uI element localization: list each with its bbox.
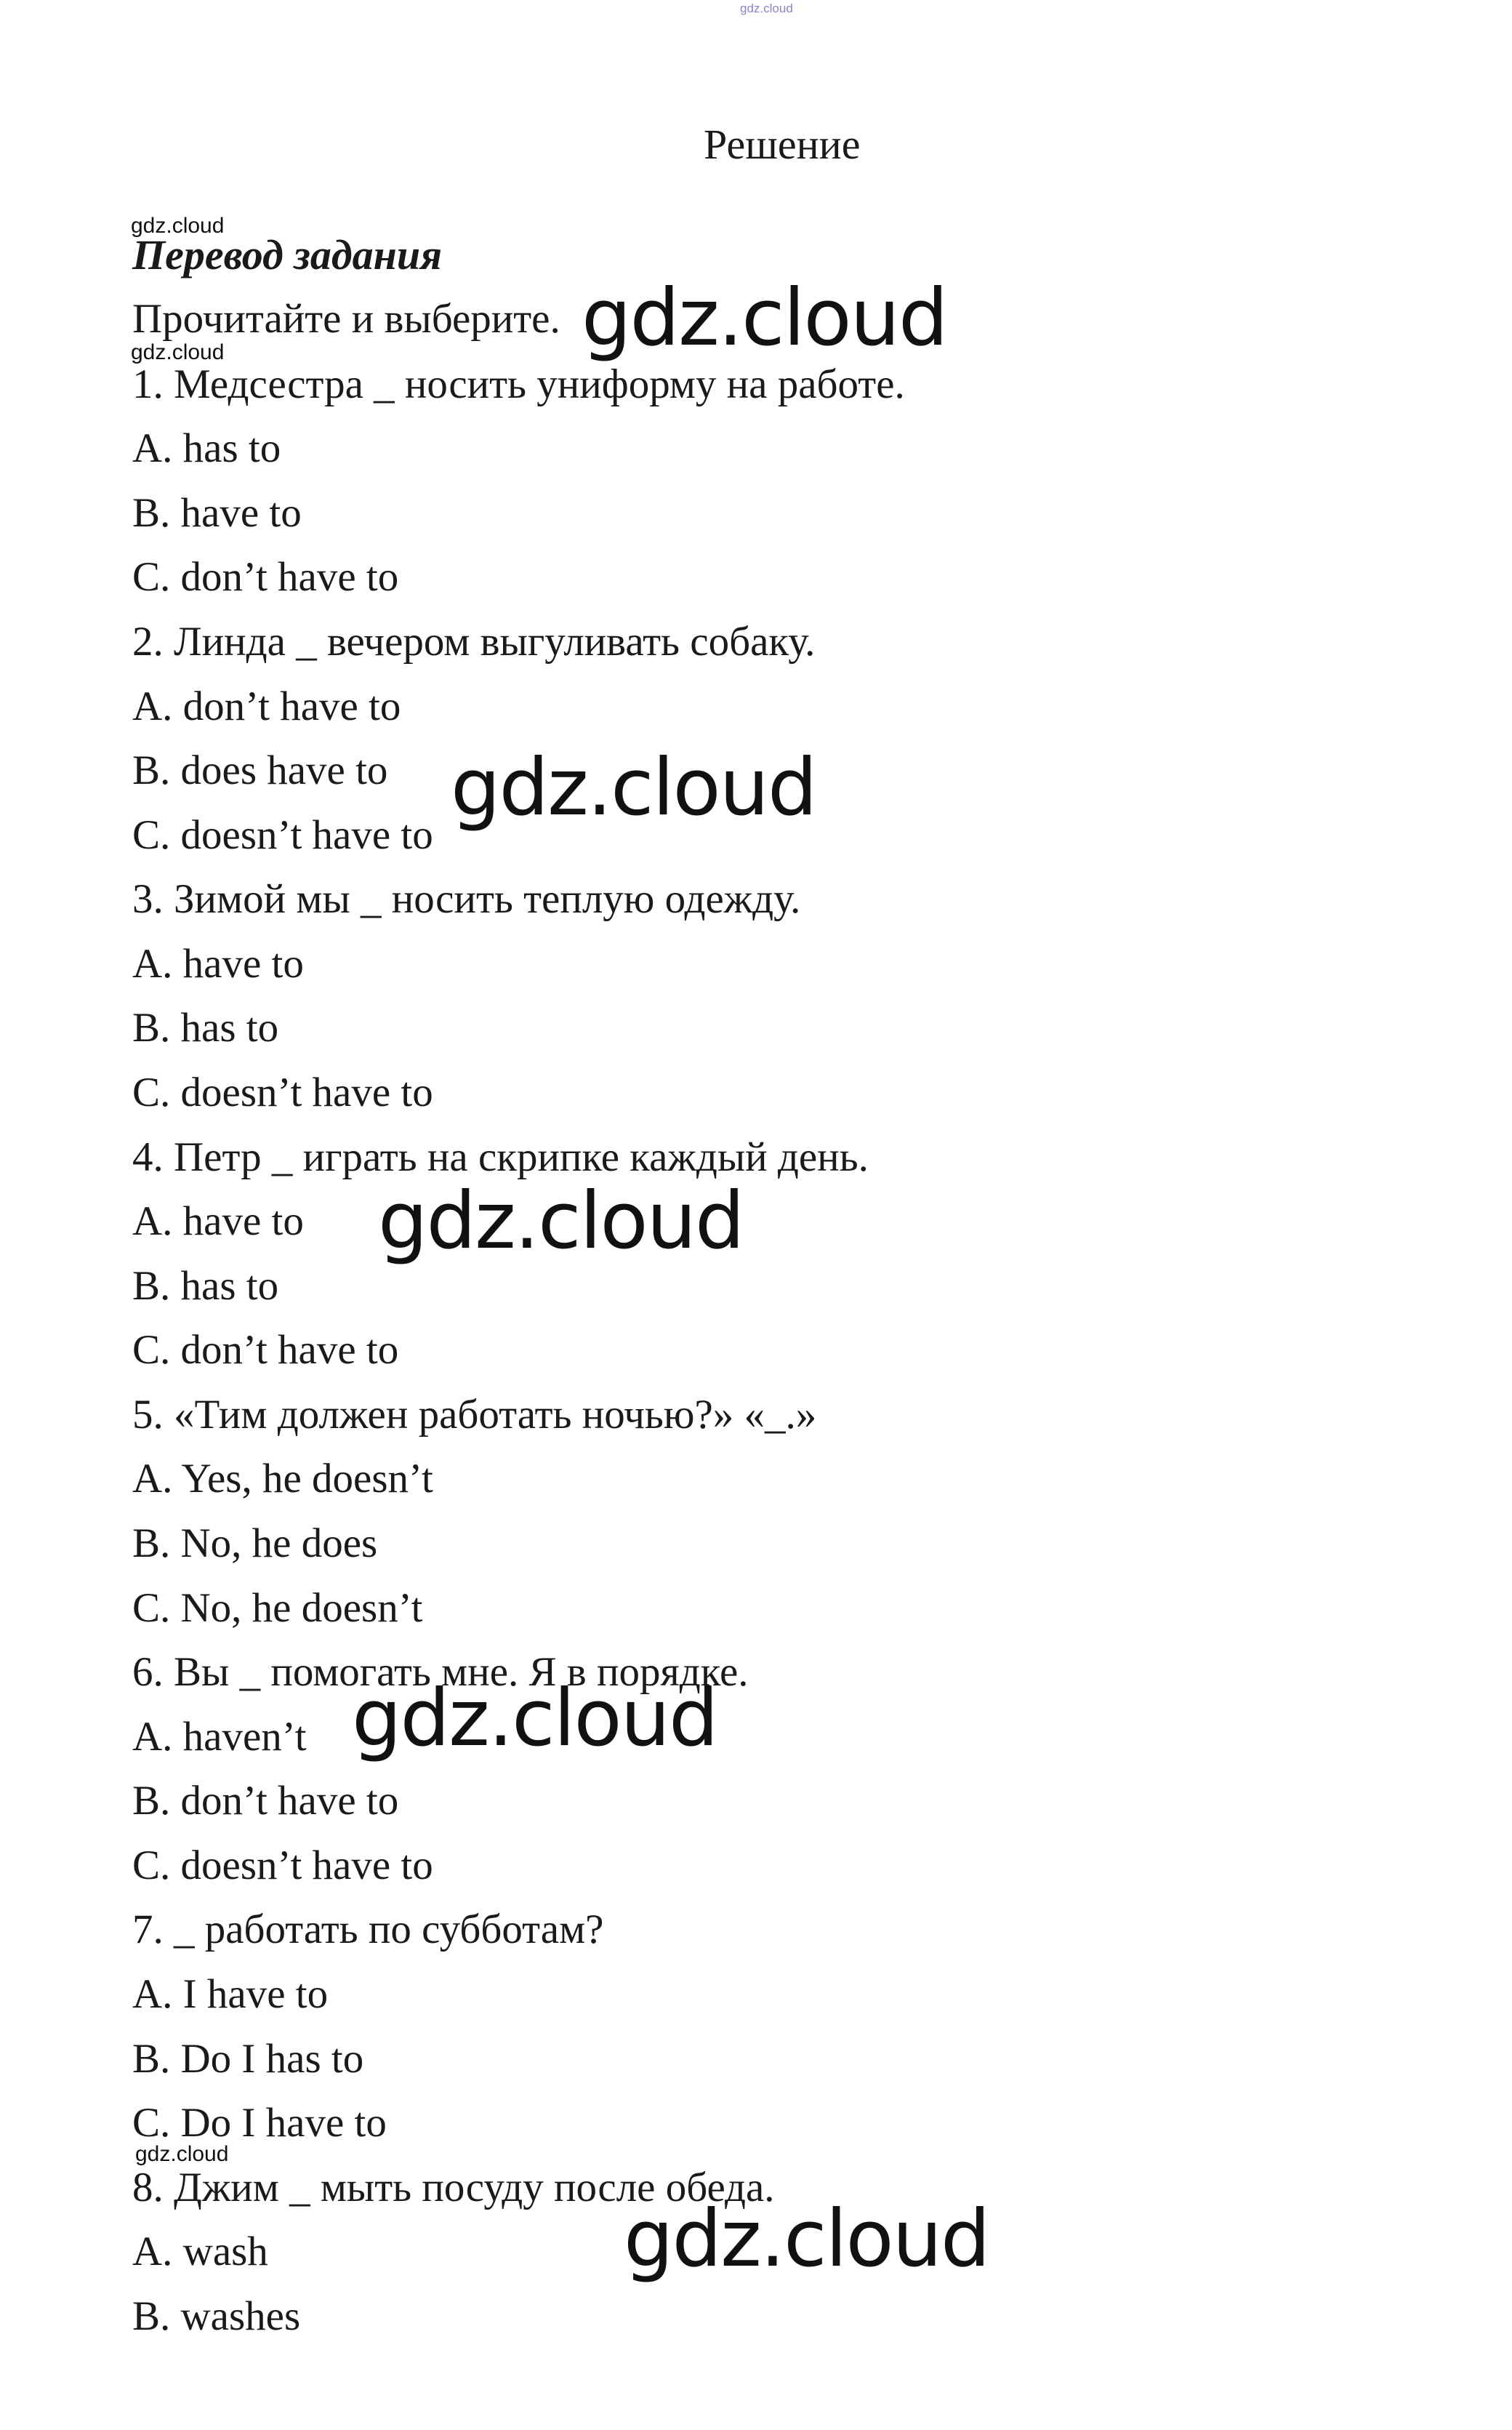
- answer-option: A. wash: [132, 2229, 268, 2274]
- answer-option: B. has to: [132, 1005, 279, 1051]
- watermark-large: gdz.cloud: [451, 742, 816, 833]
- answer-option: B. have to: [132, 490, 302, 536]
- watermark-small: gdz.cloud: [131, 214, 225, 238]
- question-line: 6. Вы _ помогать мне. Я в порядке.: [132, 1649, 749, 1695]
- answer-option: B. No, he does: [132, 1520, 378, 1566]
- answer-option: A. haven’t: [132, 1714, 307, 1760]
- question-line: 5. «Тим должен работать ночью?» «_.»: [132, 1392, 817, 1437]
- question-line: 3. Зимой мы _ носить теплую одежду.: [132, 876, 801, 922]
- answer-option: C. Do I have to: [132, 2100, 387, 2146]
- answer-option: C. No, he doesn’t: [132, 1585, 423, 1631]
- answer-option: A. have to: [132, 941, 304, 987]
- answer-option: C. doesn’t have to: [132, 1842, 433, 1888]
- watermark-small: gdz.cloud: [135, 2142, 229, 2166]
- answer-option: B. don’t have to: [132, 1778, 399, 1824]
- watermark-small: gdz.cloud: [131, 340, 225, 364]
- watermark-large: gdz.cloud: [624, 2194, 989, 2285]
- question-line: 1. Медсестра _ носить униформу на работе.: [132, 361, 905, 407]
- answer-option: A. I have to: [132, 1971, 329, 2017]
- watermark-large: gdz.cloud: [378, 1176, 744, 1267]
- question-line: 2. Линда _ вечером выгуливать собаку.: [132, 619, 816, 665]
- top-watermark: gdz.cloud: [740, 1, 793, 15]
- watermark-large: gdz.cloud: [582, 273, 947, 364]
- answer-option: A. don’t have to: [132, 683, 401, 729]
- watermark-large: gdz.cloud: [352, 1673, 717, 1764]
- question-line: 4. Петр _ играть на скрипке каждый день.: [132, 1134, 869, 1180]
- page-heading: Решение: [704, 121, 861, 168]
- answer-option: B. does have to: [132, 747, 388, 793]
- answer-option: B. washes: [132, 2293, 301, 2339]
- answer-option: B. Do I has to: [132, 2036, 364, 2082]
- answer-option: C. doesn’t have to: [132, 812, 433, 858]
- answer-option: C. don’t have to: [132, 1327, 399, 1373]
- answer-option: A. Yes, he doesn’t: [132, 1456, 433, 1501]
- question-line: 8. Джим _ мыть посуду после обеда.: [132, 2165, 775, 2210]
- section-title: Перевод задания: [132, 231, 442, 278]
- instruction-text: Прочитайте и выберите.: [132, 296, 560, 342]
- answer-option: B. has to: [132, 1263, 279, 1309]
- answer-option: C. doesn’t have to: [132, 1070, 433, 1115]
- answer-option: A. have to: [132, 1198, 304, 1244]
- answer-option: C. don’t have to: [132, 554, 399, 600]
- answer-option: A. has to: [132, 425, 281, 471]
- question-line: 7. _ работать по субботам?: [132, 1906, 604, 1952]
